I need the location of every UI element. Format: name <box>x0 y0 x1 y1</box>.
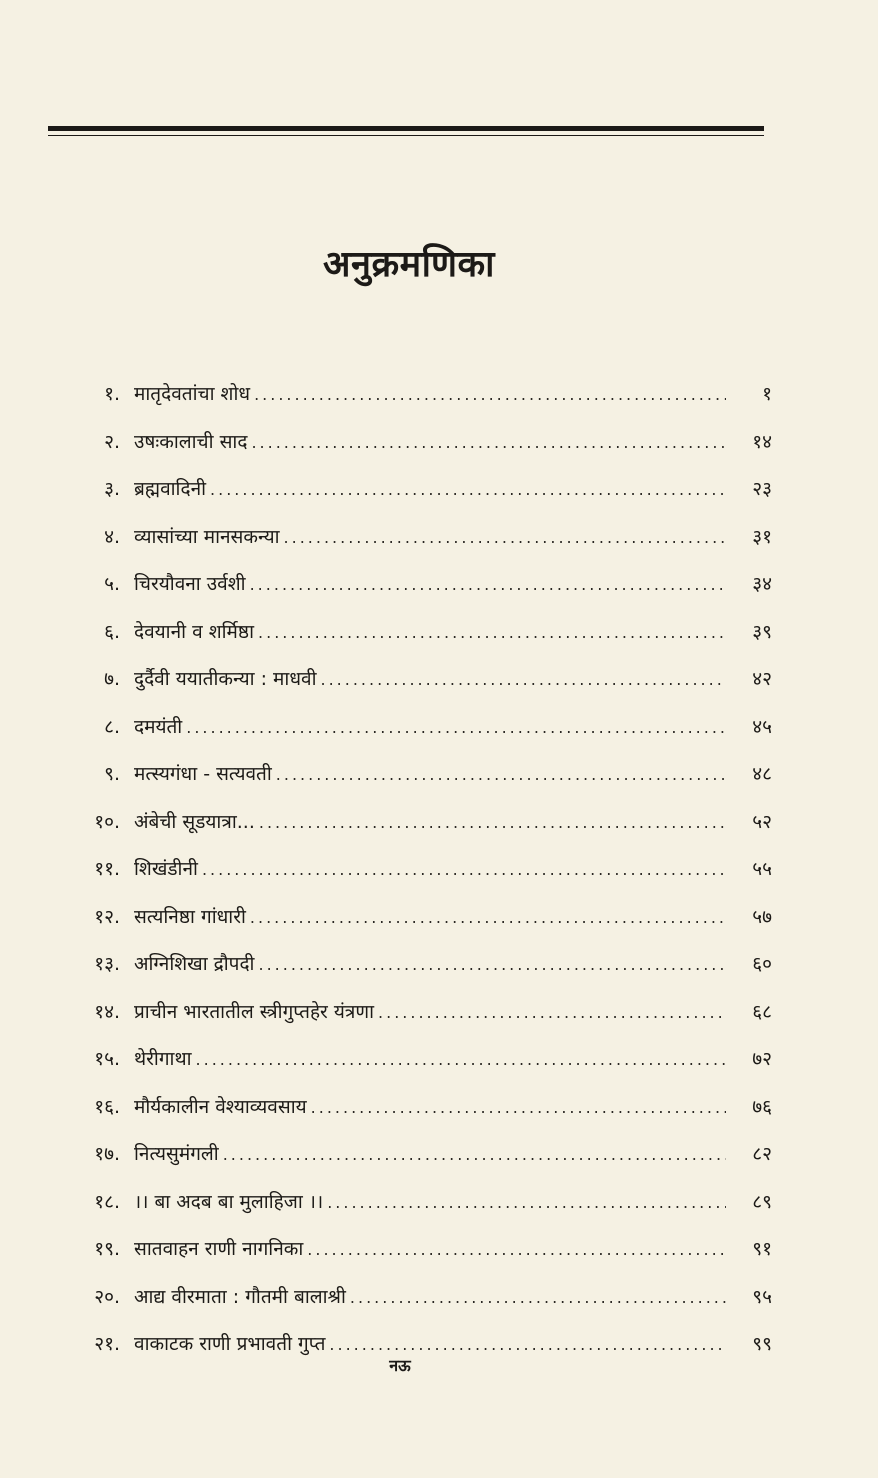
toc-entry <box>60 570 772 618</box>
toc-entry <box>60 428 772 476</box>
dot-leader <box>250 908 726 927</box>
entry-page: ९९ <box>752 1333 772 1355</box>
entry-number: ११. <box>94 858 120 880</box>
entry-number: ३. <box>104 478 120 500</box>
toc-entry <box>60 760 772 808</box>
toc-entry <box>60 950 772 998</box>
entry-page: ९५ <box>752 1285 772 1308</box>
entry-page: १४ <box>752 430 772 453</box>
entry-number: १४. <box>94 1000 120 1023</box>
entry-number: १७. <box>94 1143 120 1165</box>
toc-entry <box>60 1188 772 1236</box>
entry-title: सत्यनिष्ठा गांधारी <box>134 905 246 928</box>
entry-page: ९१ <box>752 1238 772 1260</box>
entry-title: सातवाहन राणी नागनिका <box>134 1238 304 1260</box>
entry-title: मत्स्यगंधा - सत्यवती <box>134 763 272 785</box>
entry-number: १०. <box>94 810 120 833</box>
toc-entry <box>60 1140 772 1188</box>
toc-entry <box>60 998 772 1046</box>
entry-title: दुर्दैवी ययातीकन्या : माधवी <box>134 668 317 690</box>
entry-page: ४२ <box>752 668 772 690</box>
entry-title: देवयानी व शर्मिष्ठा <box>134 620 255 643</box>
entry-page: ६८ <box>752 1000 772 1023</box>
entry-title: चिरयौवना उर्वशी <box>134 573 246 595</box>
dot-leader <box>329 1335 726 1354</box>
entry-title: ब्रह्मवादिनी <box>134 478 207 500</box>
dot-leader <box>284 528 726 547</box>
top-rule-thin <box>48 135 764 136</box>
toc-entry <box>60 855 772 903</box>
entry-title: व्यासांच्या मानसकन्या <box>134 525 280 548</box>
dot-leader <box>259 813 726 832</box>
dot-leader <box>254 385 726 404</box>
dot-leader <box>258 955 726 974</box>
entry-number: २. <box>104 430 120 453</box>
entry-page: ५५ <box>752 858 772 880</box>
entry-title: ।। बा अदब बा मुलाहिजा ।। <box>134 1190 324 1213</box>
entry-number: १८. <box>94 1190 120 1213</box>
toc-entry <box>60 1093 772 1141</box>
entry-title: अग्निशिखा द्रौपदी <box>134 953 255 975</box>
dot-leader <box>307 1240 726 1259</box>
dot-leader <box>258 623 726 642</box>
toc-entry <box>60 1235 772 1283</box>
entry-page: १ <box>762 383 772 405</box>
toc-entry <box>60 1283 772 1331</box>
entry-title: अंबेची सूडयात्रा... <box>134 810 255 833</box>
entry-page: ८२ <box>752 1143 772 1165</box>
entry-number: ४. <box>104 525 120 548</box>
entry-number: ८. <box>104 715 120 738</box>
dot-leader <box>378 1003 726 1022</box>
toc-entry <box>60 475 772 523</box>
entry-title: उषःकालाची साद <box>134 430 248 453</box>
entry-number: ६. <box>104 620 120 643</box>
toc-entry <box>60 523 772 571</box>
dot-leader <box>311 1098 726 1117</box>
entry-page: ६० <box>752 953 772 975</box>
entry-number: २०. <box>94 1285 120 1308</box>
dot-leader <box>196 1050 726 1069</box>
dot-leader <box>210 480 726 499</box>
entry-page: ७२ <box>752 1048 772 1070</box>
entry-page: ७६ <box>752 1095 772 1118</box>
toc-entry <box>60 1045 772 1093</box>
dot-leader <box>276 765 726 784</box>
entry-page: ८९ <box>752 1190 772 1213</box>
toc-entry <box>60 380 772 428</box>
toc-entry <box>60 713 772 761</box>
entry-number: १९. <box>94 1238 120 1260</box>
entry-title: प्राचीन भारतातील स्त्रीगुप्तहेर यंत्रणा <box>134 1000 375 1023</box>
dot-leader <box>350 1288 726 1307</box>
toc-entry <box>60 808 772 856</box>
entry-number: १५. <box>94 1048 120 1070</box>
entry-number: ७. <box>104 668 120 690</box>
dot-leader <box>327 1193 726 1212</box>
entry-page: ३९ <box>752 620 772 643</box>
entry-page: ५२ <box>752 810 772 833</box>
page-title: अनुक्रमणिका <box>323 244 495 285</box>
entry-page: ४५ <box>752 715 772 738</box>
entry-title: दमयंती <box>134 715 183 738</box>
entry-page: ३१ <box>752 525 772 548</box>
table-of-contents <box>60 380 772 1378</box>
entry-title: मौर्यकालीन वेश्याव्यवसाय <box>134 1095 307 1118</box>
entry-number: १२. <box>94 905 120 928</box>
toc-entry <box>60 618 772 666</box>
page-number-footer: नऊ <box>389 1356 411 1375</box>
entry-page: ५७ <box>752 905 772 928</box>
entry-page: ३४ <box>752 573 772 595</box>
dot-leader <box>202 860 726 879</box>
entry-title: थेरीगाथा <box>134 1048 192 1070</box>
dot-leader <box>186 718 726 737</box>
dot-leader <box>321 670 727 689</box>
entry-number: १. <box>104 383 120 405</box>
entry-number: १६. <box>94 1095 120 1118</box>
entry-title: आद्य वीरमाता : गौतमी बालाश्री <box>134 1285 346 1308</box>
toc-entry <box>60 665 772 713</box>
entry-page: ४८ <box>752 763 772 785</box>
dot-leader <box>251 433 726 452</box>
entry-title: मातृदेवतांचा शोध <box>134 383 251 405</box>
entry-title: वाकाटक राणी प्रभावती गुप्त <box>134 1333 326 1355</box>
entry-number: ५. <box>104 573 120 595</box>
dot-leader <box>223 1145 726 1164</box>
entry-number: १३. <box>94 953 120 975</box>
entry-number: ९. <box>104 763 120 785</box>
entry-title: शिखंडीनी <box>134 858 198 880</box>
entry-title: नित्यसुमंगली <box>134 1143 219 1165</box>
dot-leader <box>250 575 726 594</box>
toc-entry <box>60 903 772 951</box>
entry-page: २३ <box>752 478 772 500</box>
top-rule-thick <box>48 126 764 131</box>
entry-number: २१. <box>94 1333 120 1355</box>
